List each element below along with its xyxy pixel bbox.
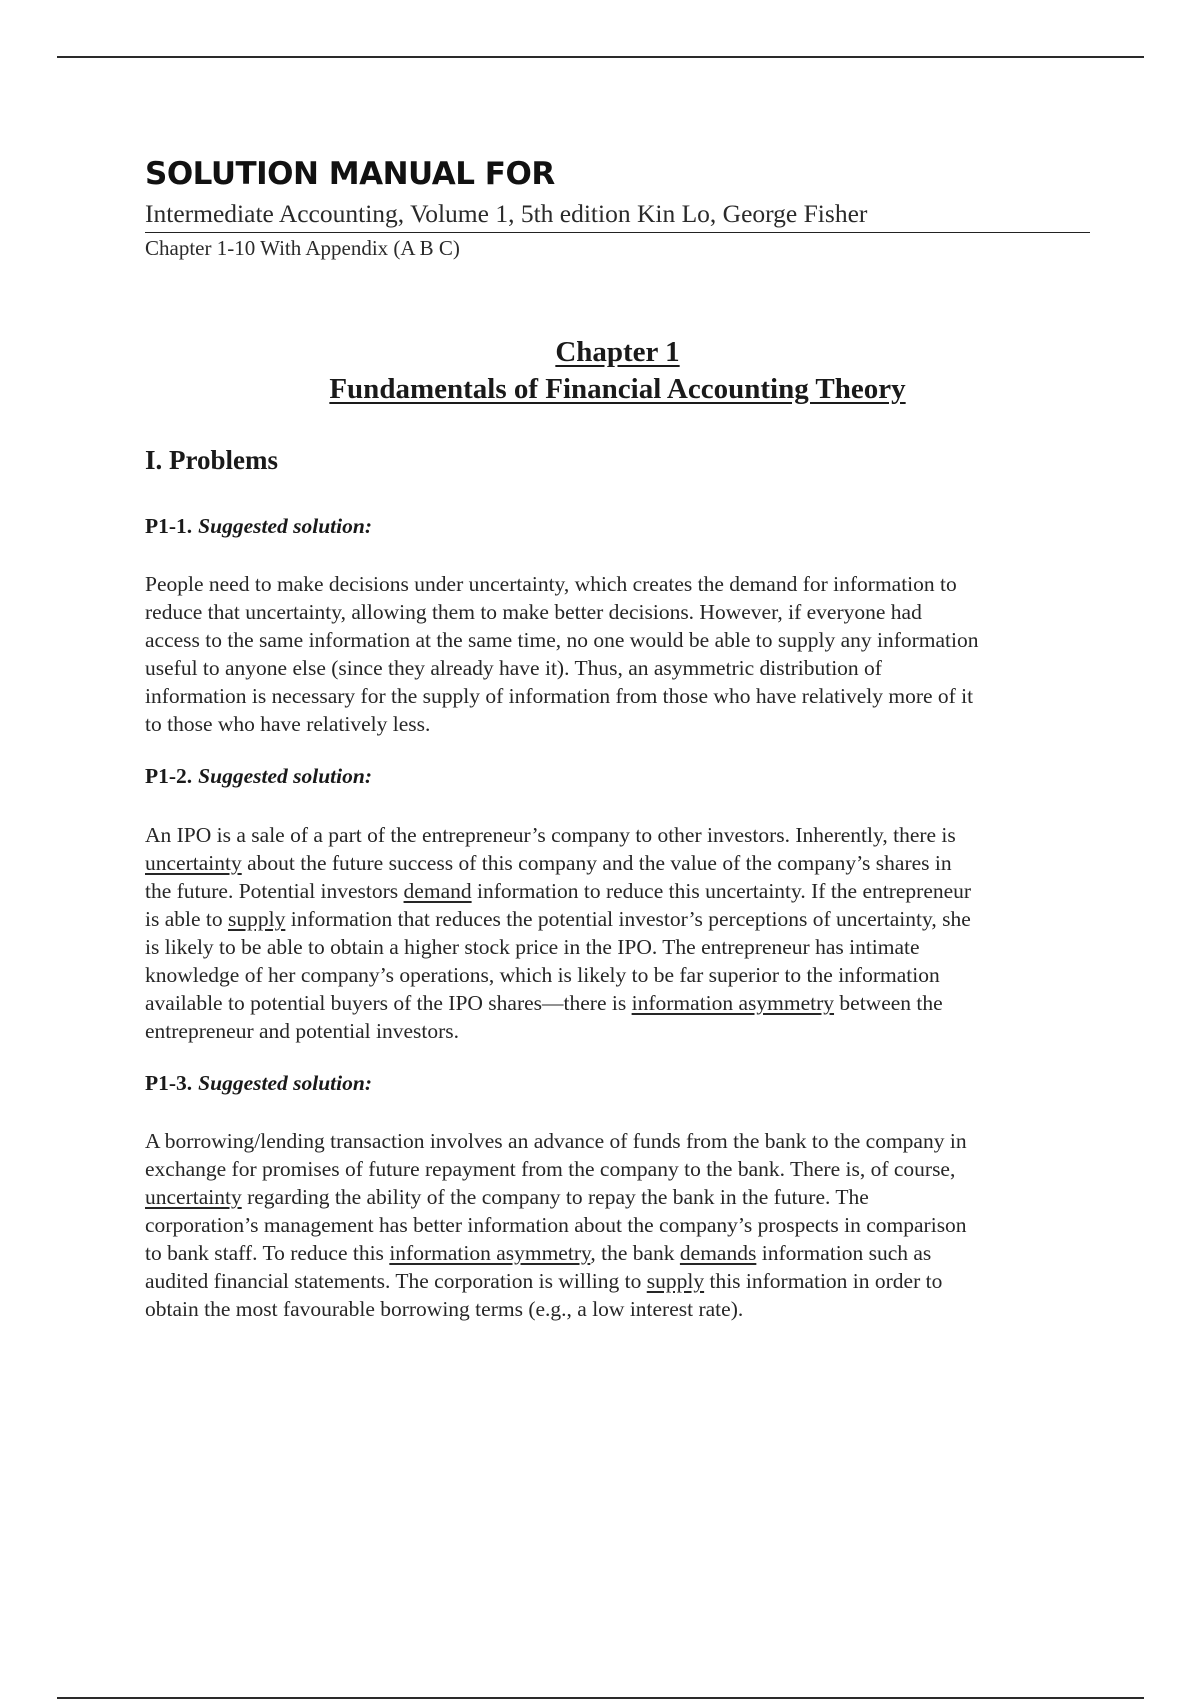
text-fragment: information such as (756, 1241, 932, 1265)
problem-text-p1-1 (145, 570, 1090, 738)
problem-label: Suggested solution: (198, 514, 372, 538)
problem-text-p1-2 (145, 821, 1090, 1045)
text-line (145, 1239, 1090, 1267)
text-line (145, 849, 1090, 877)
chapter-name: Fundamentals of Financial Accounting Theory (329, 373, 906, 405)
text-fragment: available to potential buyers of the IPO shares—there is (145, 991, 632, 1015)
problem-label: Suggested solution: (198, 1071, 372, 1095)
text-line (145, 989, 1090, 1017)
problem-heading-p1-3 (145, 1071, 372, 1096)
text-line: to those who have relatively less. (145, 712, 431, 736)
problem-heading-p1-2 (145, 764, 372, 789)
text-fragment: the future. Potential investors (145, 879, 404, 903)
underlined-term: information asymmetry (631, 991, 835, 1015)
text-line: entrepreneur and potential investors. (145, 1019, 460, 1043)
top-rule (57, 56, 1144, 58)
text-line: obtain the most favourable borrowing terms (e.g., a low interest rate). (145, 1297, 744, 1321)
text-line: access to the same information at the same time, no one would be able to supply any information (145, 628, 979, 652)
problem-heading-p1-1 (145, 514, 372, 539)
problem-label: Suggested solution: (198, 764, 372, 788)
text-line (145, 905, 1090, 933)
book-title: Intermediate Accounting, Volume 1, 5th edition Kin Lo, George Fisher (145, 199, 1090, 233)
chapter-heading (145, 334, 1090, 408)
text-line: An IPO is a sale of a part of the entrepreneur’s company to other investors. Inherently, there is (145, 823, 956, 847)
underlined-term: demands (679, 1241, 757, 1265)
text-fragment: is able to (145, 907, 228, 931)
text-line: is likely to be able to obtain a higher stock price in the IPO. The entrepreneur has intimate (145, 935, 920, 959)
text-fragment: audited financial statements. The corporation is willing to (145, 1269, 647, 1293)
text-line: information is necessary for the supply of information from those who have relatively more of it (145, 684, 974, 708)
text-fragment: this information in order to (704, 1269, 943, 1293)
underlined-term: demand (403, 879, 472, 903)
text-line (145, 877, 1090, 905)
text-fragment: about the future success of this company and the value of the company’s shares in (241, 851, 952, 875)
bottom-rule (57, 1697, 1144, 1699)
text-line (145, 1267, 1090, 1295)
underlined-term: information asymmetry (389, 1241, 591, 1265)
problem-text-p1-3 (145, 1127, 1090, 1323)
problem-id: P1-2. (145, 764, 193, 788)
text-fragment: , the bank (590, 1241, 680, 1265)
text-line: knowledge of her company’s operations, which is likely to be far superior to the information (145, 963, 940, 987)
text-line: useful to anyone else (since they already have it). Thus, an asymmetric distribution of (145, 656, 882, 680)
section-heading: I. Problems (145, 445, 278, 475)
underlined-term: uncertainty (145, 851, 242, 875)
text-line: corporation’s management has better information about the company’s prospects in comparison (145, 1213, 967, 1237)
chapter-number: Chapter 1 (555, 336, 680, 368)
problem-id: P1-3. (145, 1071, 193, 1095)
text-line: People need to make decisions under uncertainty, which creates the demand for information to (145, 572, 957, 596)
text-fragment: information that reduces the potential investor’s perceptions of uncertainty, she (285, 907, 971, 931)
text-line: reduce that uncertainty, allowing them to make better decisions. However, if everyone had (145, 600, 922, 624)
text-fragment: between the (834, 991, 943, 1015)
text-line: exchange for promises of future repayment from the company to the bank. There is, of course, (145, 1157, 956, 1181)
underlined-term: supply (228, 907, 286, 931)
solution-manual-title: SOLUTION MANUAL FOR (145, 156, 555, 192)
text-line (145, 1183, 1090, 1211)
text-fragment: to bank staff. To reduce this (145, 1241, 390, 1265)
underlined-term: uncertainty (145, 1185, 242, 1209)
chapters-note: Chapter 1-10 With Appendix (A B C) (145, 236, 460, 260)
text-fragment: information to reduce this uncertainty. If the entrepreneur (471, 879, 972, 903)
problem-id: P1-1. (145, 514, 193, 538)
text-fragment: regarding the ability of the company to repay the bank in the future. The (241, 1185, 869, 1209)
underlined-term: supply (646, 1269, 705, 1293)
text-line: A borrowing/lending transaction involves an advance of funds from the bank to the company in (145, 1129, 967, 1153)
